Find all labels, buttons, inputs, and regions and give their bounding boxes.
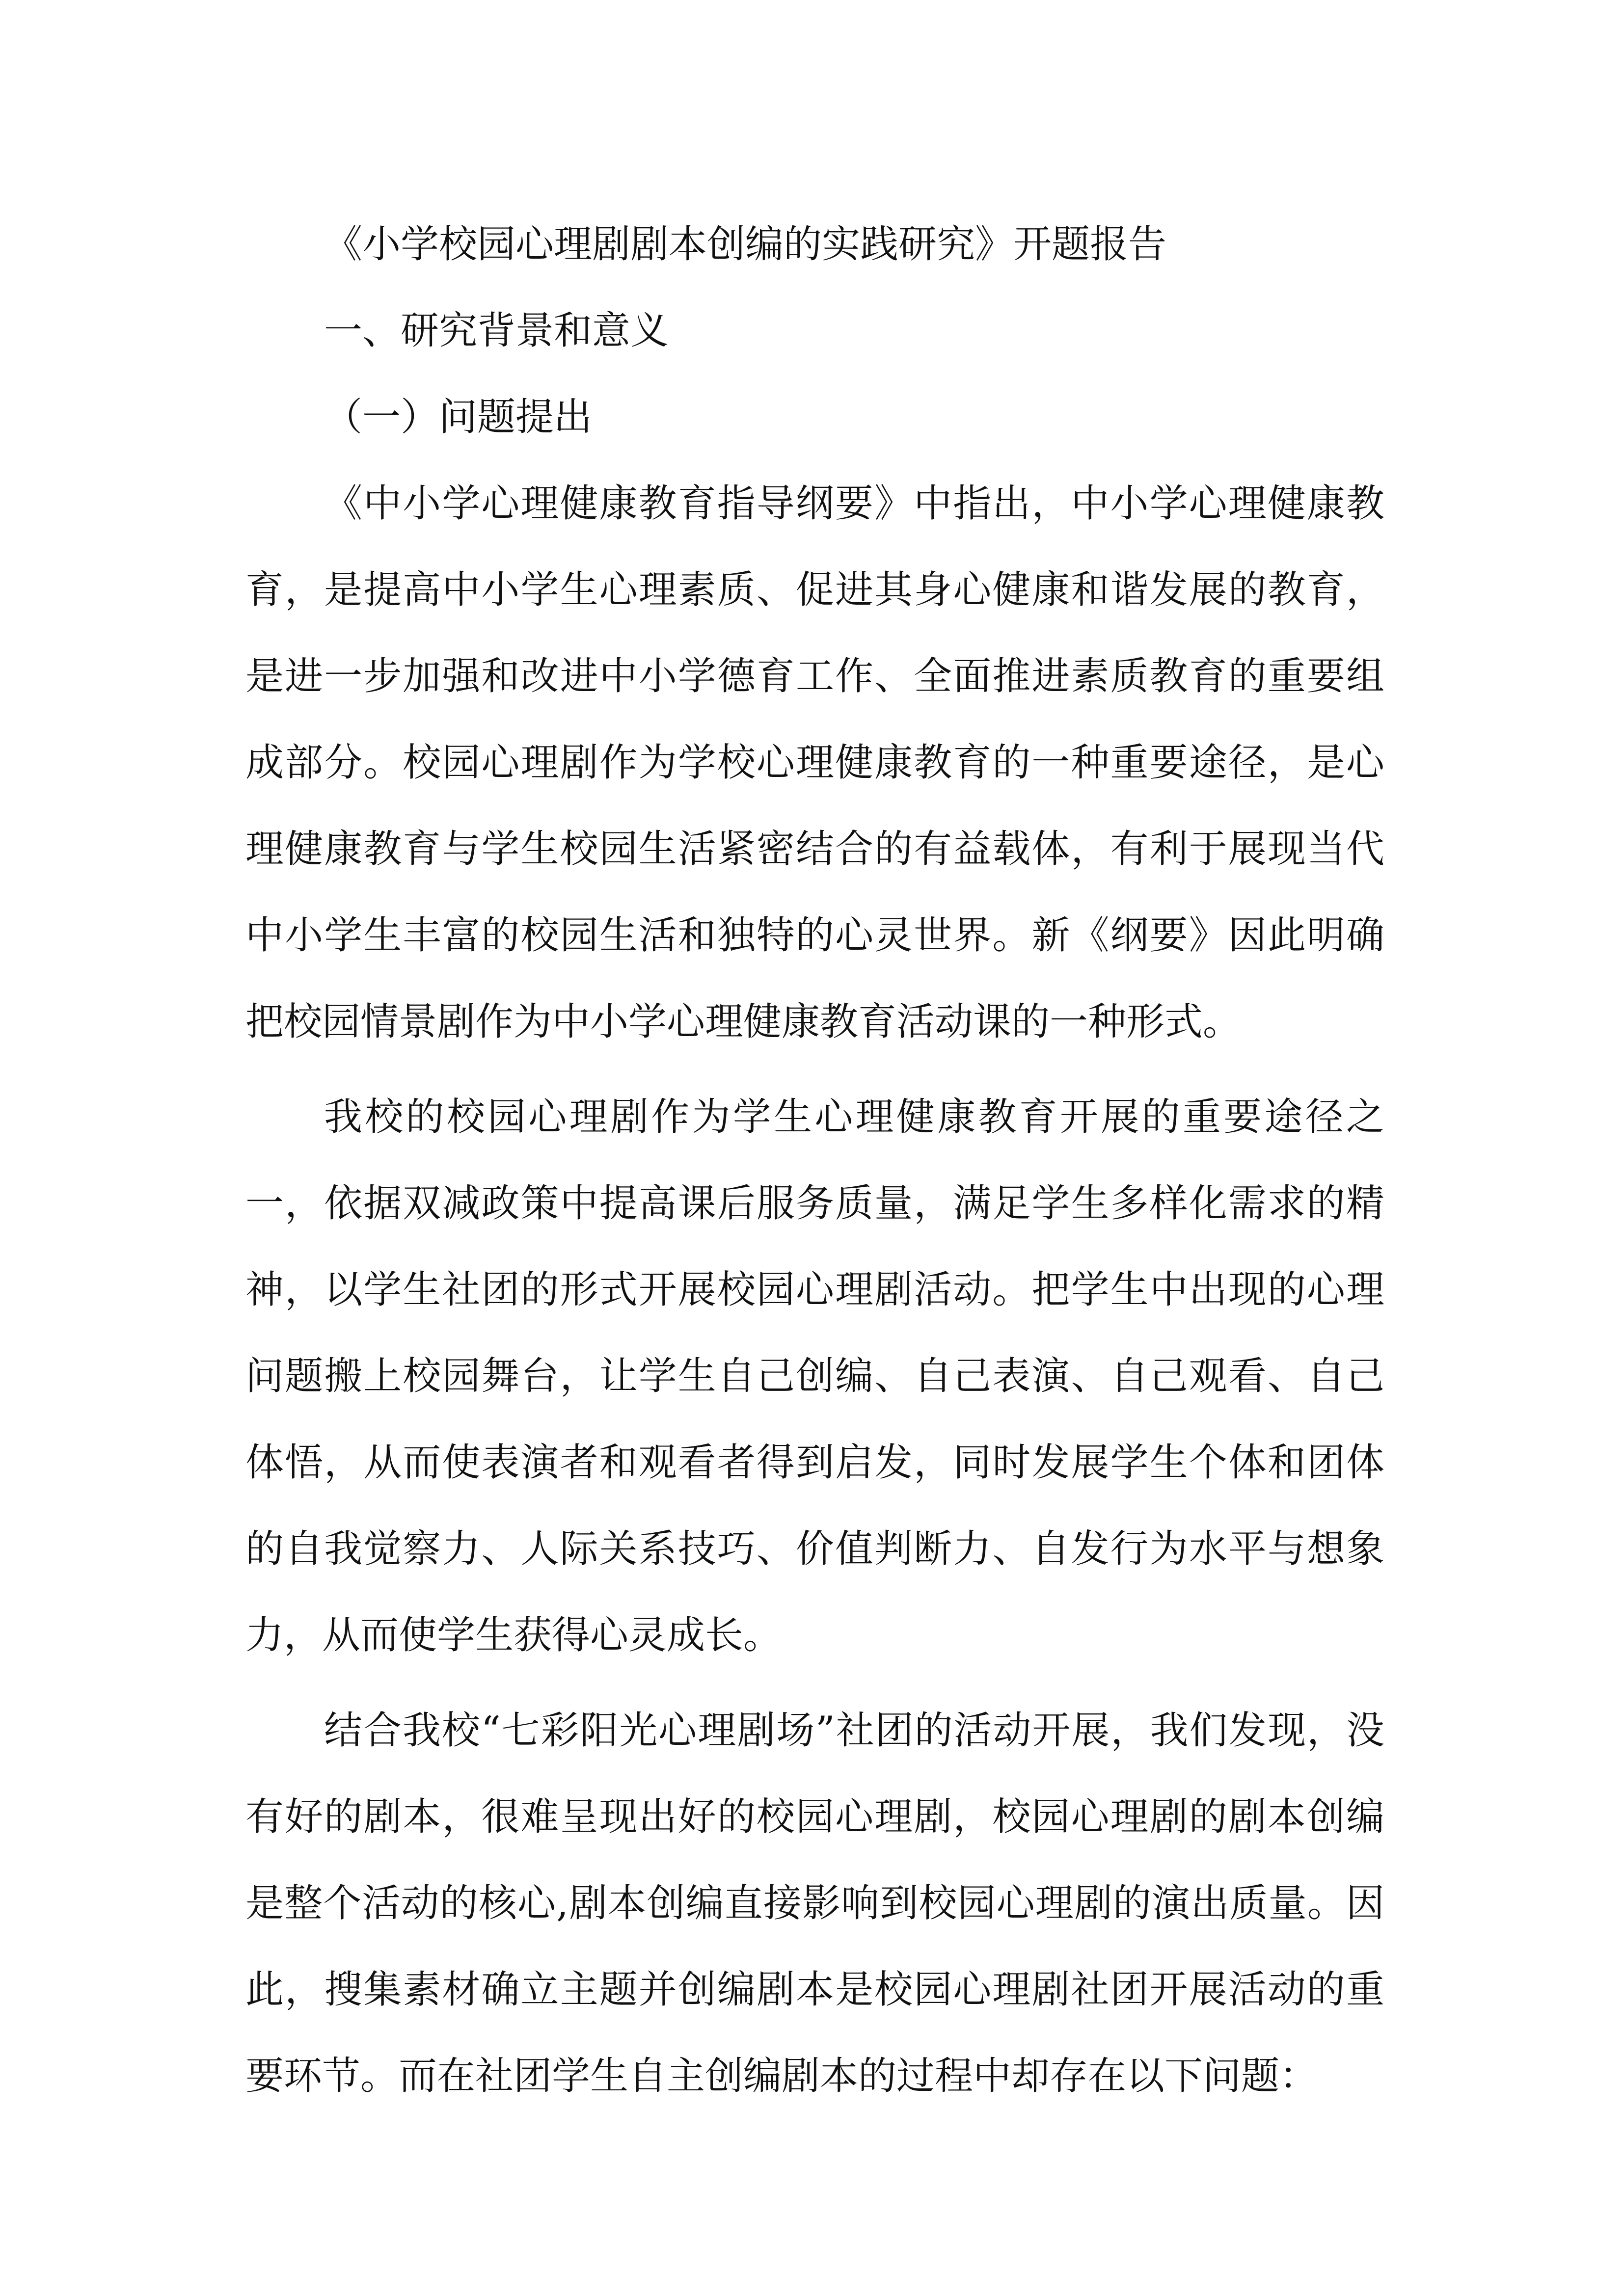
document-title: 《小学校园心理剧剧本创编的实践研究》开题报告 [324,222,1167,267]
paragraph-2: 我校的校园心理剧作为学生心理健康教育开展的重要途径之一，依据双减政策中提高课后服务质量，满足学生多样化需求的精神，以学生社团的形式开展校园心理剧活动。把学生中出现的心理问题搬上校园舞台，让学生自己创编、自己表演、自己观看、自己体悟，从而使表演者和观看者得到启发，同时发展学生个体和团体的自我觉察力、人际关系技巧、价值判断力、自发行为水平与想象力，从而使学生获得心灵成长。 [245,1095,1384,1657]
section-heading: 一、研究背景和意义 [324,309,669,353]
paragraph-3: 结合我校“七彩阳光心理剧场”社团的活动开展，我们发现，没有好的剧本，很难呈现出好的校园心理剧，校园心理剧的剧本创编是整个活动的核心,剧本创编直接影响到校园心理剧的演出质量。因此，搜集素材确立主题并创编剧本是校园心理剧社团开展活动的重要环节。而在社团学生自主创编剧本的过程中却存在以下问题： [245,1709,1384,2098]
paragraph-1: 《中小学心理健康教育指导纲要》中指出，中小学心理健康教育，是提高中小学生心理素质、促进其身心健康和谐发展的教育，是进一步加强和改进中小学德育工作、全面推进素质教育的重要组成部分。校园心理剧作为学校心理健康教育的一种重要途径，是心理健康教育与学生校园生活紧密结合的有益载体，有利于展现当代中小学生丰富的校园生活和独特的心灵世界。新《纲要》因此明确把校园情景剧作为中小学心理健康教育活动课的一种形式。 [245,481,1384,1044]
document-body [245,201,1384,2128]
subsection-heading: （一）问题提出 [324,395,593,439]
